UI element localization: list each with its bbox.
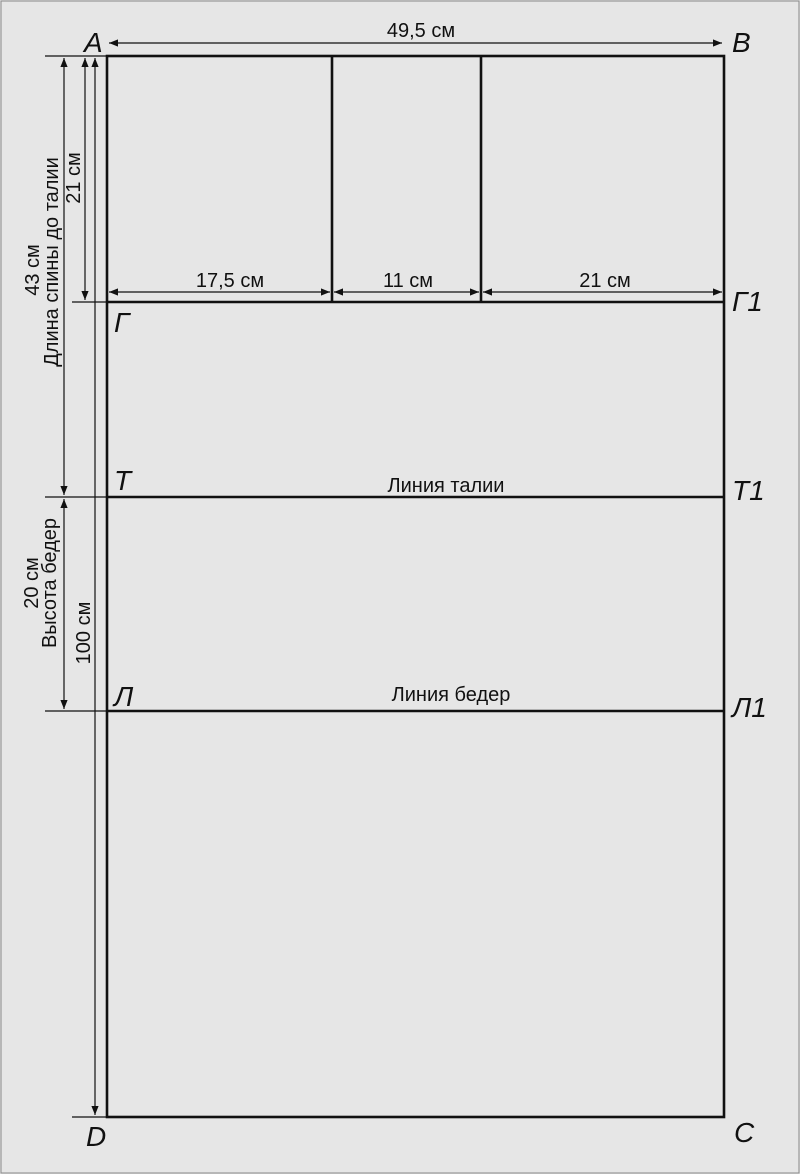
- image-border: [1, 1, 799, 1173]
- waist-line-label: Линия талии: [387, 475, 505, 497]
- point-l1: Л1: [732, 692, 767, 723]
- point-l: Л: [114, 681, 134, 712]
- dim-total-width: 49,5 см: [386, 20, 456, 42]
- point-a: A: [84, 27, 103, 58]
- dim-back-length-label: Длина спины до талии: [41, 157, 63, 367]
- point-g1: Г1: [732, 286, 763, 317]
- point-d: D: [86, 1121, 107, 1152]
- dim-back: 17,5 см: [195, 270, 265, 292]
- point-b: B: [732, 27, 751, 58]
- dim-hip-height-label: Высота бедер: [39, 517, 61, 649]
- hip-line-label: Линия бедер: [391, 684, 511, 706]
- dim-front: 21 см: [579, 270, 631, 292]
- point-t: Т: [114, 465, 132, 496]
- dim-armhole-depth: 21 см: [63, 152, 85, 204]
- main-rectangle: [107, 56, 724, 1117]
- point-c: C: [734, 1117, 755, 1148]
- point-g: Г: [114, 307, 130, 338]
- dim-hip-height-value: 20 см: [21, 557, 43, 609]
- point-t1: Т1: [732, 475, 765, 506]
- dim-back-length-value: 43 см: [22, 244, 44, 296]
- dim-total-length: 100 см: [73, 601, 95, 665]
- dim-armhole: 11 см: [382, 270, 434, 292]
